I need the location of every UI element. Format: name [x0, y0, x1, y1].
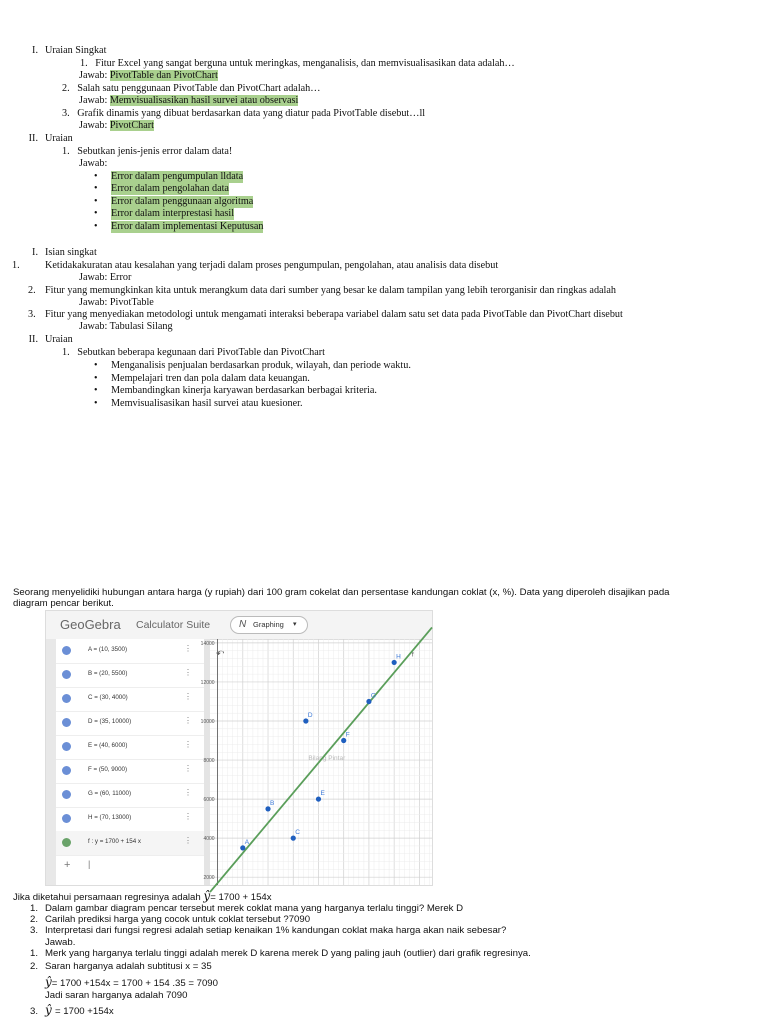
- input-cursor: |: [88, 859, 91, 869]
- bullet-dot: •: [94, 373, 98, 384]
- y-tick-label: 10000: [200, 719, 215, 725]
- regression-equation: = 1700 + 154x: [210, 892, 272, 903]
- visibility-toggle-icon[interactable]: [62, 670, 71, 679]
- point-label: A: [244, 838, 250, 846]
- s1-essay-answer-label: Jawab:: [79, 158, 108, 169]
- more-menu-icon[interactable]: ⋮: [184, 740, 192, 749]
- algebra-row[interactable]: [56, 759, 204, 784]
- bullet-dot: •: [94, 398, 98, 409]
- algebra-expression: E = (40, 6000): [88, 742, 128, 749]
- s2-question-3: [28, 309, 623, 321]
- answer-label: Jawab:: [79, 70, 108, 81]
- algebra-expression: f : y = 1700 + 154 x: [88, 838, 141, 845]
- answer-2: [30, 961, 212, 973]
- yhat-symbol: ŷ: [45, 1003, 52, 1017]
- algebra-row[interactable]: [56, 663, 204, 688]
- algebra-expression: D = (35, 10000): [88, 718, 132, 725]
- algebra-input-row[interactable]: [56, 855, 204, 879]
- question-text: Salah satu penggunaan PivotTable dan PivotChart adalah…: [77, 83, 321, 94]
- roman-numeral: I.: [32, 45, 38, 56]
- question-text: Fitur yang memungkinkan kita untuk merangkum data dari sumber yang besar ke dalam tampilan yang lebih terorganisir dan ringkas adalah: [45, 285, 617, 296]
- data-points: [240, 653, 401, 850]
- bullet-dot: •: [94, 183, 98, 194]
- answer-number: 2.: [30, 961, 39, 972]
- jawab-label: Jawab.: [45, 937, 76, 948]
- s2-answer-2: Jawab: PivotTable: [79, 297, 154, 308]
- question-number: 2.: [62, 83, 70, 94]
- question-number: 1.: [62, 347, 70, 358]
- task-3: [30, 925, 507, 937]
- task-number: 1.: [30, 903, 39, 914]
- data-point-e: [316, 796, 321, 801]
- visibility-toggle-icon[interactable]: [62, 766, 71, 775]
- heading-label: Uraian: [45, 133, 73, 144]
- question-number: 1.: [62, 146, 70, 157]
- bullet-text: Mempelajari tren dan pola dalam data keuangan.: [111, 373, 310, 384]
- algebra-row[interactable]: [56, 735, 204, 760]
- s1-essay-question: [62, 146, 232, 158]
- regression-statement: [13, 890, 272, 904]
- y-tick-label: 6000: [203, 797, 215, 804]
- visibility-toggle-icon[interactable]: [62, 694, 71, 703]
- highlighted-answer: Memvisualisasikan hasil survei atau observasi: [109, 95, 299, 106]
- highlighted-answer: PivotTable dan PivotChart: [109, 70, 218, 81]
- more-menu-icon[interactable]: ⋮: [184, 812, 192, 821]
- point-label: C: [295, 829, 300, 837]
- mode-label: Graphing: [253, 620, 284, 629]
- problem-intro-line-2: diagram pencar berikut.: [13, 598, 114, 609]
- question-text: Grafik dinamis yang dibuat berdasarkan data yang diatur pada PivotTable disebut…ll: [77, 108, 426, 119]
- graphing-icon: N: [239, 619, 247, 630]
- answer-1: [30, 948, 531, 960]
- geogebra-header: [46, 611, 432, 640]
- algebra-expression: F = (50, 9000): [88, 766, 128, 773]
- y-tick-label: 14000: [200, 640, 215, 647]
- yhat-symbol: ŷ: [45, 975, 52, 989]
- data-point-d: [303, 718, 308, 723]
- bullet-dot: •: [94, 360, 98, 371]
- bullet-dot: •: [94, 208, 98, 219]
- more-menu-icon[interactable]: ⋮: [184, 788, 192, 797]
- watermark: Bilang Pintar: [308, 755, 346, 763]
- calc-line: [45, 976, 218, 990]
- y-tick-label: 8000: [203, 758, 215, 765]
- algebra-row[interactable]: [56, 639, 204, 664]
- answer-3: [30, 1003, 114, 1018]
- s1-question-3: [62, 108, 425, 120]
- more-menu-icon[interactable]: ⋮: [184, 716, 192, 725]
- point-label: B: [270, 799, 275, 807]
- visibility-toggle-icon[interactable]: [62, 790, 71, 799]
- graphing-mode-dropdown[interactable]: [230, 616, 308, 634]
- question-text: Fitur Excel yang sangat berguna untuk meringkas, menganalisis, dan memvisualisasikan data adalah…: [95, 58, 515, 69]
- data-point-c: [291, 836, 296, 841]
- bullet-text: Error dalam pengumpulan lldata: [111, 171, 244, 182]
- question-text: Fitur yang menyediakan metodologi untuk mengamati interaksi beberapa variabel dalam satu set data pada PivotTable dan PivotChart disebut: [45, 309, 623, 320]
- visibility-toggle-icon[interactable]: [62, 814, 71, 823]
- y-tick-label: 4000: [203, 836, 215, 843]
- bullet-dot: •: [94, 196, 98, 207]
- point-label: F: [345, 731, 350, 739]
- point-label: E: [320, 790, 325, 798]
- bullet-text: Error dalam implementasi Keputusan: [111, 221, 264, 232]
- y-tick-label: 12000: [200, 679, 215, 686]
- heading-label: Uraian Singkat: [45, 45, 107, 56]
- point-label: G: [370, 692, 376, 700]
- question-number: 3.: [28, 309, 36, 320]
- bullet-text: Menganalisis penjualan berdasarkan produk, wilayah, dan periode waktu.: [111, 360, 411, 371]
- bullet-text: Error dalam pengolahan data: [111, 183, 229, 194]
- scatter-plot[interactable]: [200, 639, 432, 885]
- s1-answer-3: [79, 120, 154, 132]
- algebra-expression: C = (30, 4000): [88, 694, 128, 701]
- answer-text: Saran harganya adalah subtitusi x = 35: [45, 961, 212, 972]
- bullet-text: Error dalam penggunaan algoritma: [111, 196, 254, 207]
- data-point-f: [341, 738, 346, 743]
- suite-title: Calculator Suite: [136, 619, 211, 631]
- algebra-expression: A = (10, 3500): [88, 646, 128, 653]
- more-menu-icon[interactable]: ⋮: [184, 692, 192, 701]
- answer-label: Jawab:: [79, 120, 108, 131]
- bullet-text: Error dalam interprestasi hasil: [111, 208, 235, 219]
- question-number: 3.: [62, 108, 70, 119]
- answer-label: Jawab:: [79, 95, 108, 106]
- task-number: 3.: [30, 925, 39, 936]
- chevron-down-icon: ▾: [293, 621, 297, 628]
- roman-numeral: II.: [28, 133, 38, 144]
- conclusion: Jadi saran harganya adalah 7090: [45, 990, 188, 1001]
- question-text: Sebutkan beberapa kegunaan dari PivotTable dan PivotChart: [77, 347, 325, 358]
- algebra-row[interactable]: [56, 687, 204, 712]
- geogebra-screenshot: [45, 610, 433, 886]
- more-menu-icon[interactable]: ⋮: [184, 668, 192, 677]
- question-text: Sebutkan jenis-jenis error dalam data!: [77, 146, 233, 157]
- bullet-dot: •: [94, 171, 98, 182]
- answer-text: Merk yang harganya terlalu tinggi adalah merek D karena merek D yang paling jauh (outlier) dari grafik regresinya.: [45, 948, 531, 959]
- algebra-expression: H = (70, 13000): [88, 814, 132, 821]
- task-number: 2.: [30, 914, 39, 925]
- data-point-h: [392, 660, 397, 665]
- highlighted-answer: PivotChart: [109, 120, 154, 131]
- s1-answer-2: [79, 95, 298, 107]
- data-point-a: [240, 845, 245, 850]
- visibility-toggle-icon[interactable]: [62, 646, 71, 655]
- undo-icon[interactable]: ↶: [216, 649, 225, 660]
- roman-numeral: II.: [28, 334, 38, 345]
- heading-label: Uraian: [45, 334, 73, 345]
- add-icon[interactable]: +: [64, 859, 71, 871]
- algebra-expression: B = (20, 5500): [88, 670, 128, 677]
- s2-question-1: [12, 260, 499, 272]
- algebra-row[interactable]: [56, 831, 204, 856]
- calc-text: = 1700 +154x = 1700 + 154 .35 = 7090: [51, 978, 218, 989]
- yhat-symbol: ŷ: [203, 889, 211, 903]
- task-text: Interpretasi dari fungsi regresi adalah setiap kenaikan 1% kandungan coklat maka harga akan naik sebesar?: [45, 925, 507, 936]
- question-number: 1.: [80, 58, 88, 69]
- regression-prefix: Jika diketahui persamaan regresinya adalah: [13, 892, 201, 903]
- bullet-text: Memvisualisasikan hasil survei atau kuesioner.: [111, 398, 303, 409]
- visibility-toggle-icon[interactable]: [62, 742, 71, 751]
- s2-answer-3: Jawab: Tabulasi Silang: [79, 321, 173, 332]
- bullet-dot: •: [94, 221, 98, 232]
- question-text: Ketidakakuratan atau kesalahan yang terjadi dalam proses pengumpulan, pengolahan, atau analisis data disebut: [45, 260, 499, 271]
- more-menu-icon[interactable]: ⋮: [184, 644, 192, 653]
- s2-essay-question: [62, 347, 325, 359]
- question-number: 2.: [28, 285, 36, 296]
- answer-equation: = 1700 +154x: [55, 1006, 114, 1017]
- s1-question-2: [62, 83, 320, 95]
- y-tick-label: 2000: [203, 875, 215, 882]
- algebra-expression: G = (60, 11000): [88, 790, 132, 797]
- side-gutter: [46, 639, 56, 885]
- question-number: 1.: [12, 260, 20, 271]
- point-label: H: [396, 653, 401, 661]
- data-point-b: [265, 806, 270, 811]
- s1-question-1: [80, 58, 515, 70]
- algebra-row[interactable]: [56, 807, 204, 832]
- s2-question-2: [28, 285, 617, 297]
- data-point-g: [366, 699, 371, 704]
- regression-label: f: [411, 651, 414, 659]
- roman-numeral: I.: [32, 247, 38, 258]
- algebra-view: [56, 639, 204, 885]
- more-menu-icon[interactable]: ⋮: [184, 836, 192, 845]
- s2-answer-1: Jawab: Error: [79, 272, 132, 283]
- task-text: Carilah prediksi harga yang cocok untuk coklat tersebut ?7090: [45, 914, 311, 925]
- point-label: D: [307, 712, 313, 719]
- bullet-dot: •: [94, 385, 98, 396]
- answer-number: 3.: [30, 1006, 39, 1017]
- bullet-text: Membandingkan kinerja karyawan berdasarkan berbagai kriteria.: [111, 385, 377, 396]
- heading-label: Isian singkat: [45, 247, 97, 258]
- task-text: Dalam gambar diagram pencar tersebut merek coklat mana yang harganya terlalu tinggi? Merek D: [45, 903, 464, 914]
- algebra-row[interactable]: [56, 783, 204, 808]
- geogebra-logo: GeoGebra: [60, 617, 121, 632]
- answer-number: 1.: [30, 948, 39, 959]
- algebra-row[interactable]: [56, 711, 204, 736]
- visibility-toggle-icon[interactable]: [62, 838, 71, 847]
- s1-answer-1: [79, 70, 218, 82]
- visibility-toggle-icon[interactable]: [62, 718, 71, 727]
- problem-intro-line-1: Seorang menyelidiki hubungan antara harga (y rupiah) dari 100 gram cokelat dan persentase kandungan coklat (x, %). Data yang diperoleh disajikan pada: [13, 587, 670, 598]
- more-menu-icon[interactable]: ⋮: [184, 764, 192, 773]
